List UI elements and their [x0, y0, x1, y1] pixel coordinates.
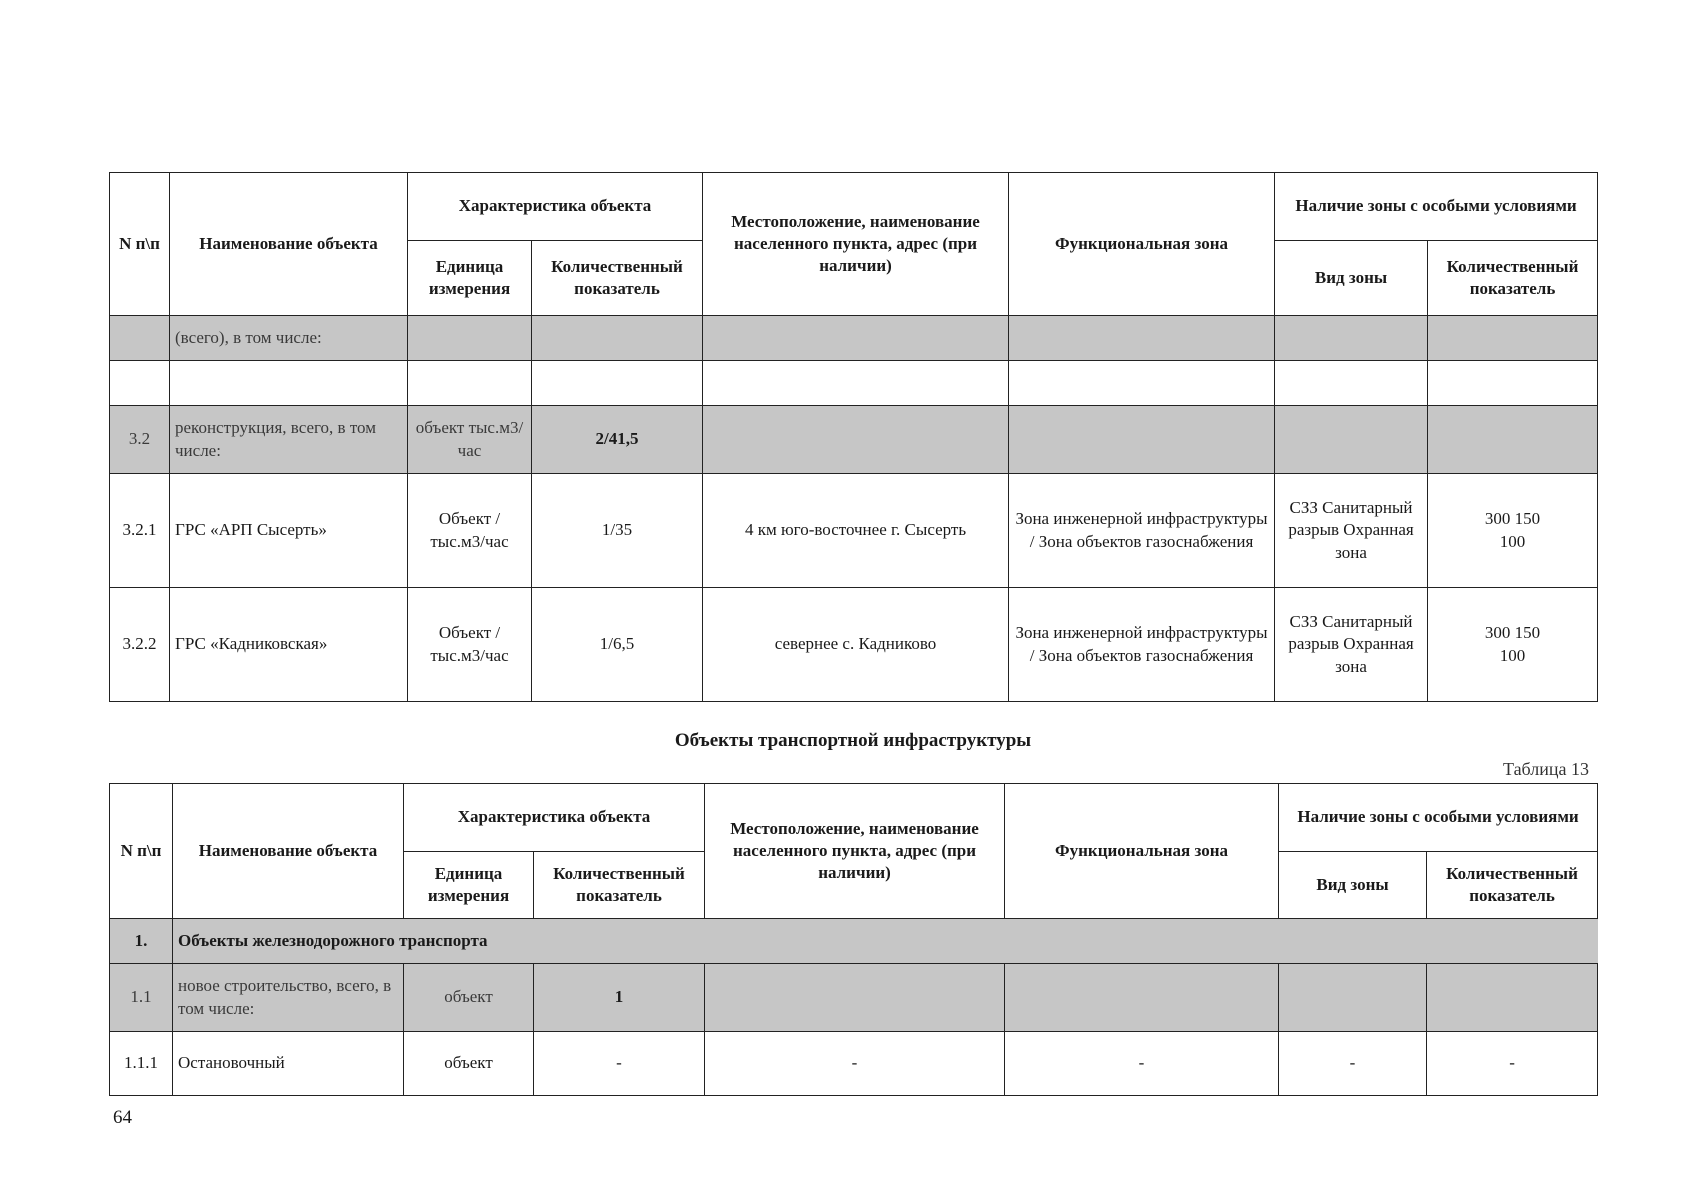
cell-num: 1.	[110, 919, 173, 964]
cell-quantity: -	[534, 1032, 705, 1096]
header-zone-type: Вид зоны	[1275, 241, 1428, 316]
table-row	[110, 316, 1598, 361]
cell-empty	[170, 361, 408, 406]
cell-zone-quantity: 300 150 100	[1428, 588, 1598, 702]
header-zone-type: Вид зоны	[1279, 852, 1427, 919]
header-quantity: Количественный показатель	[534, 852, 705, 919]
table-row	[110, 361, 1598, 406]
cell-zone-quantity	[1428, 406, 1598, 474]
table-row	[110, 964, 1598, 1032]
cell-empty	[408, 361, 532, 406]
header-characteristic: Характеристика объекта	[408, 173, 703, 241]
cell-unit: Объект /тыс.м3/час	[408, 474, 532, 588]
cell-location: 4 км юго-восточнее г. Сысерть	[703, 474, 1009, 588]
section-row	[110, 919, 1598, 964]
header-zone-quantity: Количественный показатель	[1427, 852, 1598, 919]
cell-name: Остановочный	[173, 1032, 404, 1096]
cell-zone-quantity: -	[1427, 1032, 1598, 1096]
header-functional-zone: Функциональная зона	[1009, 173, 1275, 316]
header-unit: Единица измерения	[408, 241, 532, 316]
cell-num	[110, 316, 170, 361]
cell-zone-quantity: 300 150 100	[1428, 474, 1598, 588]
cell-unit: объект	[404, 1032, 534, 1096]
cell-empty	[1009, 361, 1275, 406]
objects-table-transport	[109, 783, 1598, 1096]
header-location: Местоположение, наименование населенного пункта, адрес (при наличии)	[703, 173, 1009, 316]
cell-quantity: 1/35	[532, 474, 703, 588]
cell-unit: объект	[404, 964, 534, 1032]
cell-location	[703, 316, 1009, 361]
cell-quantity	[532, 316, 703, 361]
section-title: Объекты транспортной инфраструктуры	[674, 730, 1032, 751]
cell-quantity: 1	[534, 964, 705, 1032]
header-unit: Единица измерения	[404, 852, 534, 919]
cell-name: (всего), в том числе:	[170, 316, 408, 361]
cell-location: севернее с. Кадниково	[703, 588, 1009, 702]
cell-functional-zone	[1009, 406, 1275, 474]
cell-empty	[1428, 361, 1598, 406]
cell-zone-type: -	[1279, 1032, 1427, 1096]
header-characteristic: Характеристика объекта	[404, 784, 705, 852]
header-location: Местоположение, наименование населенного пункта, адрес (при наличии)	[705, 784, 1005, 919]
header-name: Наименование объекта	[173, 784, 404, 919]
cell-functional-zone: Зона инженерной инфраструктуры / Зона объектов газоснабжения	[1009, 474, 1275, 588]
header-num: N п\п	[110, 173, 170, 316]
cell-empty	[1275, 361, 1428, 406]
cell-unit: объект тыс.м3/час	[408, 406, 532, 474]
header-num: N п\п	[110, 784, 173, 919]
cell-unit	[408, 316, 532, 361]
cell-zone-type: СЗЗ Санитарный разрыв Охранная зона	[1275, 474, 1428, 588]
header-special-zone: Наличие зоны с особыми условиями	[1279, 784, 1598, 852]
cell-zone-type	[1275, 316, 1428, 361]
cell-zone-quantity	[1427, 964, 1598, 1032]
table-row	[110, 406, 1598, 474]
cell-name: ГРС «Кадниковская»	[170, 588, 408, 702]
cell-empty	[110, 361, 170, 406]
cell-num: 3.2	[110, 406, 170, 474]
cell-num: 3.2.2	[110, 588, 170, 702]
cell-empty	[532, 361, 703, 406]
cell-zone-type	[1279, 964, 1427, 1032]
header-name: Наименование объекта	[170, 173, 408, 316]
cell-quantity: 1/6,5	[532, 588, 703, 702]
cell-name: реконструкция, всего, в том числе:	[170, 406, 408, 474]
cell-location	[703, 406, 1009, 474]
cell-num: 3.2.1	[110, 474, 170, 588]
cell-zone-quantity	[1428, 316, 1598, 361]
table-row	[110, 1032, 1598, 1096]
cell-name: ГРС «АРП Сысерть»	[170, 474, 408, 588]
table-row	[110, 474, 1598, 588]
cell-zone-type: СЗЗ Санитарный разрыв Охранная зона	[1275, 588, 1428, 702]
page-number: 64	[113, 1107, 132, 1128]
cell-section-name: Объекты железнодорожного транспорта	[173, 919, 1598, 964]
header-functional-zone: Функциональная зона	[1005, 784, 1279, 919]
cell-num: 1.1	[110, 964, 173, 1032]
cell-location: -	[705, 1032, 1005, 1096]
cell-functional-zone	[1005, 964, 1279, 1032]
cell-functional-zone	[1009, 316, 1275, 361]
table-row	[110, 588, 1598, 702]
cell-num: 1.1.1	[110, 1032, 173, 1096]
header-quantity: Количественный показатель	[532, 241, 703, 316]
cell-location	[705, 964, 1005, 1032]
header-zone-quantity: Количественный показатель	[1428, 241, 1598, 316]
cell-zone-type	[1275, 406, 1428, 474]
cell-quantity: 2/41,5	[532, 406, 703, 474]
cell-functional-zone: Зона инженерной инфраструктуры / Зона объектов газоснабжения	[1009, 588, 1275, 702]
objects-table-gas	[109, 172, 1598, 702]
cell-unit: Объект /тыс.м3/час	[408, 588, 532, 702]
header-special-zone: Наличие зоны с особыми условиями	[1275, 173, 1598, 241]
cell-functional-zone: -	[1005, 1032, 1279, 1096]
cell-name: новое строительство, всего, в том числе:	[173, 964, 404, 1032]
table-label: Таблица 13	[1503, 759, 1589, 779]
cell-empty	[703, 361, 1009, 406]
